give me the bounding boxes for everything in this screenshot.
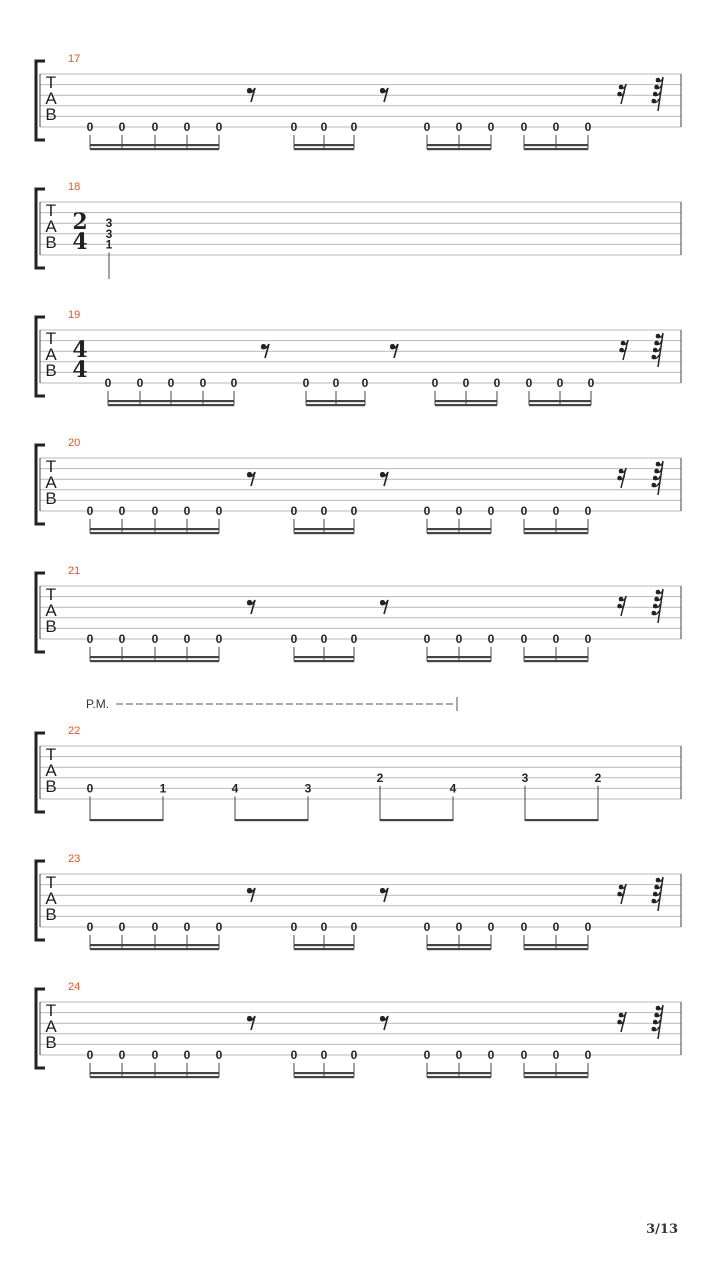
measure-number: 21 <box>68 565 81 577</box>
fret-number: 0 <box>493 376 501 390</box>
chord-fret-number: 1 <box>105 237 113 252</box>
fret-number: 0 <box>423 920 431 934</box>
tab-clef-letter: B <box>45 617 57 636</box>
fret-number: 3 <box>521 770 529 785</box>
chord-fret-number: 3 <box>105 226 113 241</box>
sixteenth-rest-icon <box>617 1012 626 1032</box>
fret-number: 0 <box>455 120 463 134</box>
fret-number: 0 <box>151 1048 159 1062</box>
measure-number: 19 <box>68 309 81 321</box>
fret-number: 0 <box>183 632 191 646</box>
fret-number: 0 <box>118 504 126 518</box>
fret-number: 0 <box>455 1048 463 1062</box>
tab-clef-letter: B <box>45 905 57 924</box>
fret-number: 0 <box>290 632 298 646</box>
beam <box>90 1072 219 1074</box>
fret-number: 0 <box>350 632 358 646</box>
fret-number: 0 <box>136 376 144 390</box>
fret-number: 0 <box>215 504 223 518</box>
tab-clef-letter: T <box>45 873 57 892</box>
fret-number: 0 <box>587 376 595 390</box>
time-signature-top: 4 <box>72 337 88 363</box>
fret-number: 1 <box>159 781 167 796</box>
fret-number: 0 <box>167 376 175 390</box>
fret-number: 4 <box>449 781 457 796</box>
fret-number: 0 <box>584 504 592 518</box>
fret-number: 0 <box>462 376 470 390</box>
fret-number: 0 <box>520 632 528 646</box>
fret-number: 0 <box>350 920 358 934</box>
fret-number: 0 <box>86 504 94 518</box>
fret-number: 0 <box>423 632 431 646</box>
fret-number: 0 <box>487 1048 495 1062</box>
fret-number: 0 <box>520 920 528 934</box>
fret-number: 0 <box>86 632 94 646</box>
fret-number: 0 <box>320 920 328 934</box>
tab-clef-letter: A <box>45 217 57 236</box>
fret-number: 0 <box>584 1048 592 1062</box>
fret-number: 0 <box>552 632 560 646</box>
fret-number: 0 <box>487 504 495 518</box>
fret-number: 0 <box>183 504 191 518</box>
fret-number: 0 <box>423 504 431 518</box>
beam <box>427 1076 491 1078</box>
measure-number: 24 <box>68 981 81 993</box>
measure-number: 18 <box>68 181 81 193</box>
fret-number: 0 <box>423 1048 431 1062</box>
fret-number: 0 <box>520 120 528 134</box>
fret-number: 0 <box>350 1048 358 1062</box>
fret-number: 0 <box>320 632 328 646</box>
fret-number: 3 <box>304 781 312 796</box>
fret-number: 0 <box>183 1048 191 1062</box>
fret-number: 0 <box>151 920 159 934</box>
fret-number: 0 <box>151 120 159 134</box>
beam <box>90 1076 219 1078</box>
fret-number: 0 <box>118 632 126 646</box>
tab-clef-letter: T <box>45 457 57 476</box>
page-number: 3/13 <box>646 1222 678 1237</box>
fret-number: 0 <box>118 1048 126 1062</box>
fret-number: 4 <box>231 781 239 796</box>
tab-clef-letter: T <box>45 1001 57 1020</box>
beam <box>427 1072 491 1074</box>
beam <box>524 1076 588 1078</box>
fret-number: 0 <box>487 120 495 134</box>
fret-number: 0 <box>350 120 358 134</box>
fret-number: 0 <box>332 376 340 390</box>
tab-clef-letter: T <box>45 73 57 92</box>
fret-number: 0 <box>151 632 159 646</box>
fret-number: 0 <box>86 781 94 796</box>
beam <box>294 1072 354 1074</box>
fret-number: 0 <box>302 376 310 390</box>
fret-number: 0 <box>290 920 298 934</box>
fret-number: 0 <box>104 376 112 390</box>
fret-number: 0 <box>431 376 439 390</box>
tab-clef-letter: T <box>45 745 57 764</box>
tab-clef-letter: B <box>45 777 57 796</box>
measure-number: 20 <box>68 437 81 449</box>
fret-number: 0 <box>320 120 328 134</box>
fret-number: 0 <box>215 632 223 646</box>
tab-clef-letter: B <box>45 233 57 252</box>
fret-number: 0 <box>118 920 126 934</box>
fret-number: 0 <box>320 504 328 518</box>
measure-number: 22 <box>68 725 81 737</box>
fret-number: 0 <box>584 120 592 134</box>
fret-number: 0 <box>455 504 463 518</box>
tab-clef-letter: T <box>45 585 57 604</box>
chord-fret-number: 3 <box>105 216 113 231</box>
fret-number: 0 <box>86 1048 94 1062</box>
fret-number: 0 <box>584 920 592 934</box>
tab-clef-letter: A <box>45 89 57 108</box>
fret-number: 2 <box>594 770 602 785</box>
fret-number: 0 <box>215 1048 223 1062</box>
fret-number: 0 <box>525 376 533 390</box>
tab-clef-letter: B <box>45 1033 57 1052</box>
fret-number: 2 <box>376 770 384 785</box>
fret-number: 0 <box>455 632 463 646</box>
tab-clef-letter: B <box>45 361 57 380</box>
fret-number: 0 <box>86 120 94 134</box>
fret-number: 0 <box>556 376 564 390</box>
fret-number: 0 <box>230 376 238 390</box>
fret-number: 0 <box>350 504 358 518</box>
beam <box>294 1076 354 1078</box>
fret-number: 0 <box>183 120 191 134</box>
tab-clef-letter: A <box>45 889 57 908</box>
fret-number: 0 <box>118 120 126 134</box>
fret-number: 0 <box>552 120 560 134</box>
fret-number: 0 <box>423 120 431 134</box>
fret-number: 0 <box>151 504 159 518</box>
fret-number: 0 <box>552 1048 560 1062</box>
fret-number: 0 <box>215 120 223 134</box>
palm-mute-label: P.M. <box>86 697 110 711</box>
tab-clef-letter: A <box>45 345 57 364</box>
time-signature-bottom: 4 <box>72 229 88 255</box>
fret-number: 0 <box>290 504 298 518</box>
fret-number: 0 <box>290 1048 298 1062</box>
fret-number: 0 <box>183 920 191 934</box>
fret-number: 0 <box>215 920 223 934</box>
tab-clef-letter: A <box>45 761 57 780</box>
time-signature-top: 2 <box>72 209 88 235</box>
fret-number: 0 <box>487 632 495 646</box>
fret-number: 0 <box>361 376 369 390</box>
fret-number: 0 <box>584 632 592 646</box>
tab-clef-letter: B <box>45 489 57 508</box>
tab-clef-letter: T <box>45 329 57 348</box>
fret-number: 0 <box>199 376 207 390</box>
fret-number: 0 <box>487 920 495 934</box>
measure-number: 23 <box>68 853 81 865</box>
tab-clef-letter: A <box>45 473 57 492</box>
tab-clef-letter: B <box>45 105 57 124</box>
fret-number: 0 <box>520 1048 528 1062</box>
tab-clef-letter: A <box>45 601 57 620</box>
fret-number: 0 <box>552 920 560 934</box>
fret-number: 0 <box>86 920 94 934</box>
fret-number: 0 <box>320 1048 328 1062</box>
tab-clef-letter: T <box>45 201 57 220</box>
time-signature-bottom: 4 <box>72 357 88 383</box>
tab-clef-letter: A <box>45 1017 57 1036</box>
fret-number: 0 <box>520 504 528 518</box>
measure-number: 17 <box>68 53 81 65</box>
beam <box>524 1072 588 1074</box>
fret-number: 0 <box>552 504 560 518</box>
fret-number: 0 <box>290 120 298 134</box>
fret-number: 0 <box>455 920 463 934</box>
